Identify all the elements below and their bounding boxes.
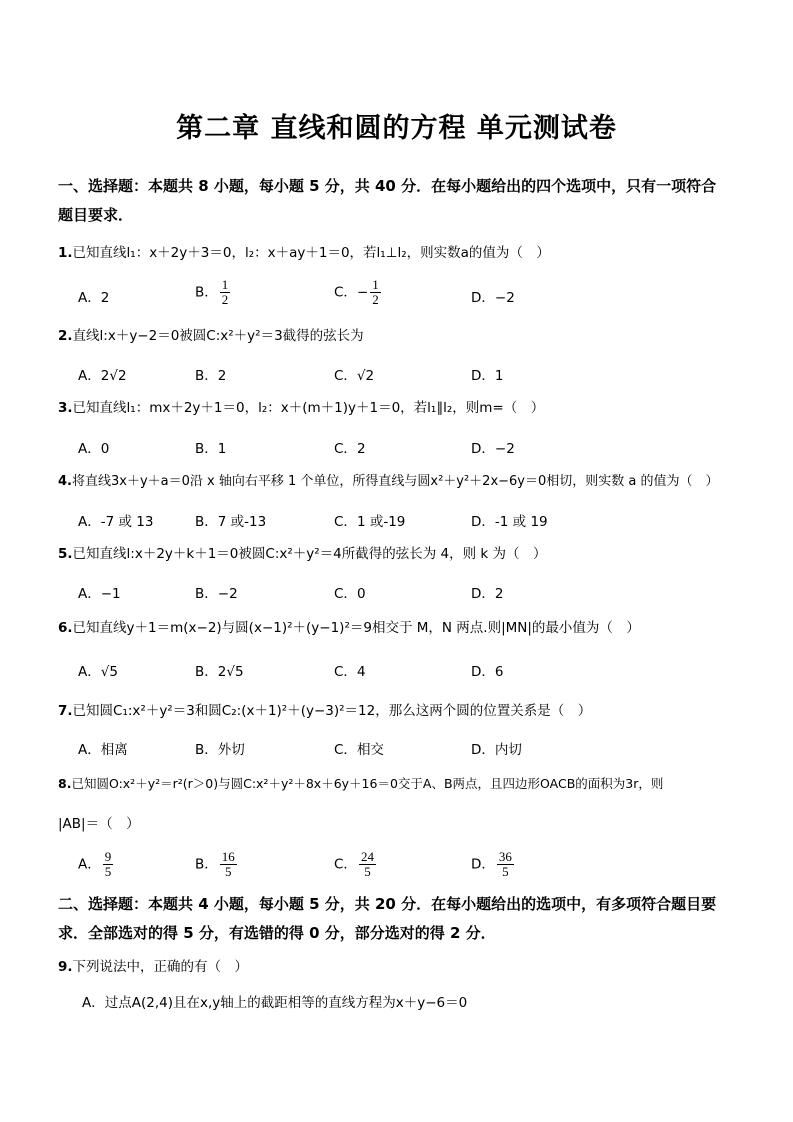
option-b: B．1	[195, 441, 227, 457]
question-text: 直线l:x＋y−2＝0被圆C:x²＋y²＝3截得的弦长为	[72, 328, 364, 344]
question-text: |AB|＝（ ）	[58, 816, 140, 832]
question-number: 5.	[58, 546, 73, 562]
question-text: 已知圆C₁:x²＋y²＝3和圆C₂:(x＋1)²＋(y−3)²＝12，那么这两个圆的位置关系是（ ）	[72, 703, 592, 719]
section-2-line-2: 求．全部选对的得 5 分，有选错的得 0 分，部分选对的得 2 分．	[58, 924, 496, 942]
option-d: D．6	[471, 664, 504, 680]
question-1	[58, 243, 748, 263]
question-4	[58, 472, 748, 492]
option-d: D．−2	[471, 441, 515, 457]
page-title: 第二章 直线和圆的方程 单元测试卷	[176, 113, 617, 144]
question-text: 已知直线y＋1＝m(x−2)与圆(x−1)²＋(y−1)²＝9相交于 M，N 两点.则|MN|的最小值为（ ）	[72, 620, 640, 636]
question-number: 3.	[58, 400, 73, 416]
option-d: D．-1 或 19	[471, 514, 548, 530]
question-2	[58, 326, 748, 346]
option-d: D．−2	[471, 290, 515, 306]
option-a: A．相离	[78, 742, 128, 758]
section-1-line-1: 一、选择题：本题共 8 小题，每小题 5 分，共 40 分．在每小题给出的四个选项中，只有一项符合	[58, 177, 717, 195]
option-d: D． $\frac{36}{5}$	[471, 849, 512, 879]
option-a: A．√5	[78, 664, 118, 680]
option-a: A．过点A(2,4)且在x,y轴上的截距相等的直线方程为x＋y−6＝0	[82, 995, 468, 1011]
option-c: C．相交	[334, 742, 384, 758]
option-c: C．0	[334, 586, 366, 602]
section-1-instructions	[58, 172, 748, 230]
option-b: B．−2	[195, 586, 238, 602]
option-d: D．内切	[471, 742, 522, 758]
option-a: A．−1	[78, 586, 121, 602]
question-text: 下列说法中，正确的有（ ）	[72, 959, 249, 975]
question-7	[58, 701, 748, 721]
option-a: A．0	[78, 441, 110, 457]
question-number: 2.	[58, 328, 73, 344]
question-number: 8.	[58, 776, 72, 791]
option-a: A．2√2	[78, 368, 127, 384]
question-8	[58, 774, 748, 794]
question-9	[58, 957, 748, 977]
option-a: A．-7 或 13	[78, 514, 154, 530]
option-d: D．1	[471, 368, 504, 384]
section-1-line-2: 题目要求．	[58, 206, 134, 224]
option-c: C．1 或-19	[334, 514, 406, 530]
option-b: B． $\frac{16}{5}$	[195, 849, 235, 879]
question-3	[58, 398, 748, 418]
option-d: D．2	[471, 586, 504, 602]
question-text: 已知直线l:x＋2y＋k＋1＝0被圆C:x²＋y²＝4所截得的弦长为 4，则 k 为（ ）	[72, 546, 547, 562]
option-c: C．− $\frac{1}{2}$	[334, 277, 379, 307]
question-text: 已知圆O:x²＋y²＝r²(r＞0)与圆C:x²＋y²＋8x＋6y＋16＝0交于A、B两点，且四边形OACB的面积为3r，则	[71, 776, 664, 791]
option-b: B．2√5	[195, 664, 244, 680]
fraction-one-half: $\frac{1}{2}$	[372, 277, 379, 307]
question-5	[58, 544, 748, 564]
option-a: A． $\frac{9}{5}$	[78, 849, 112, 879]
option-c: C．4	[334, 664, 366, 680]
question-number: 4.	[58, 474, 72, 489]
fraction-one-half: $\frac{1}{2}$	[221, 277, 229, 307]
option-b: B． $\frac{1}{2}$	[195, 277, 229, 307]
option-c: C．√2	[334, 368, 375, 384]
section-2-line-1: 二、选择题：本题共 4 小题，每小题 5 分，共 20 分．在每小题给出的选项中，有多项符合题目要	[58, 895, 717, 913]
option-b: B．2	[195, 368, 227, 384]
question-text: 将直线3x＋y＋a＝0沿 x 轴向右平移 1 个单位，所得直线与圆x²＋y²＋2x−6y＝0相切，则实数 a 的值为（ ）	[71, 474, 719, 489]
question-number: 1.	[58, 245, 73, 261]
option-c: C．2	[334, 441, 366, 457]
question-6	[58, 618, 748, 638]
option-a: A．2	[78, 290, 110, 306]
section-2-instructions	[58, 890, 748, 948]
question-text: 已知直线l₁：mx＋2y＋1＝0，l₂：x＋(m＋1)y＋1＝0，若l₁∥l₂，则m=（ ）	[72, 400, 545, 416]
question-number: 9.	[58, 959, 73, 975]
option-c: C． $\frac{24}{5}$	[334, 849, 374, 879]
question-text: 已知直线l₁：x＋2y＋3＝0，l₂：x＋ay＋1＝0，若l₁⊥l₂，则实数a的值为（ ）	[72, 245, 550, 261]
question-number: 7.	[58, 703, 73, 719]
question-number: 6.	[58, 620, 73, 636]
option-b: B．外切	[195, 742, 245, 758]
question-8-continuation	[58, 814, 748, 834]
option-b: B．7 或-13	[195, 514, 267, 530]
